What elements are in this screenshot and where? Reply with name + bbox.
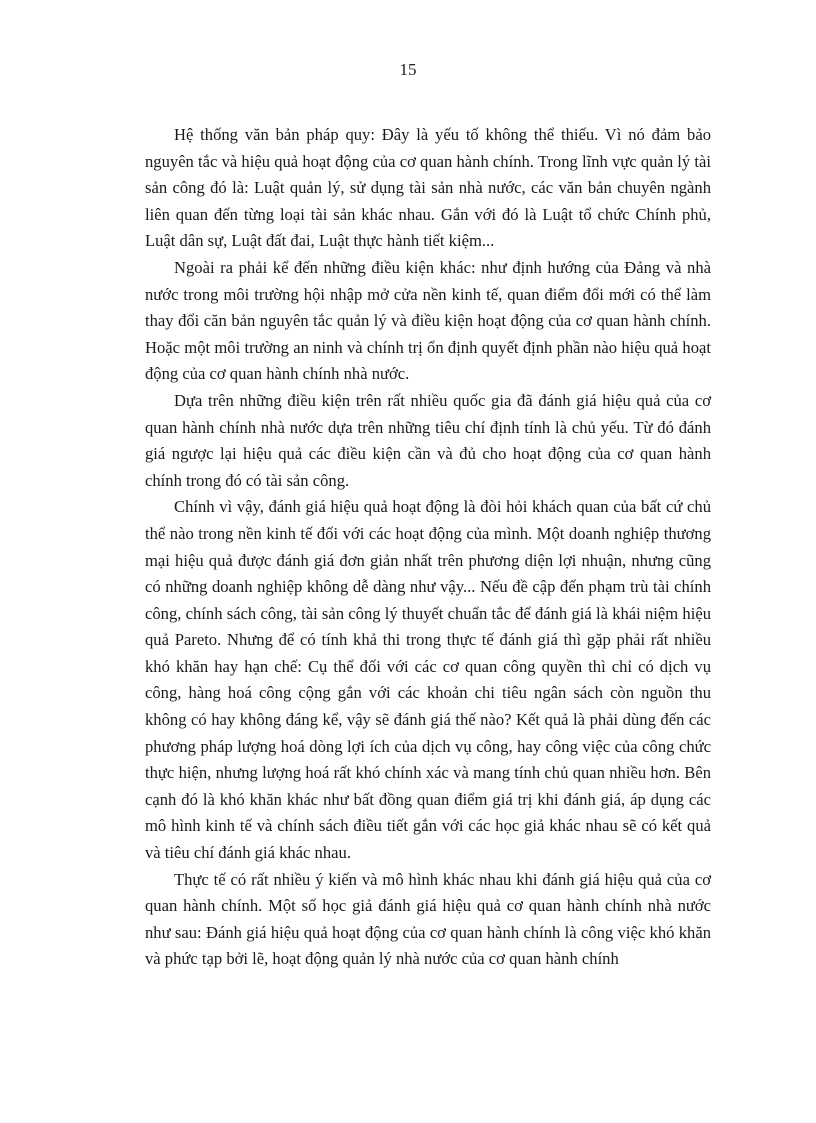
document-body	[145, 122, 711, 973]
page-number: 15	[399, 60, 417, 79]
paragraph: Hệ thống văn bản pháp quy: Đây là yếu tố không thể thiếu. Vì nó đảm bảo nguyên tắc và hiệu quả hoạt động của cơ quan hành chính. Trong lĩnh vực quản lý tài sản công đó là: Luật quản lý, sử dụng tài sản nhà nước, các văn bản chuyên ngành liên quan đến từng loại tài sản khác nhau. Gắn với đó là Luật tổ chức Chính phủ, Luật dân sự, Luật đất đai, Luật thực hành tiết kiệm...	[145, 125, 711, 251]
paragraph: Dựa trên những điều kiện trên rất nhiều quốc gia đã đánh giá hiệu quả của cơ quan hành chính nhà nước dựa trên những tiêu chí định tính là chủ yếu. Từ đó đánh giá ngược lại hiệu quả các điều kiện cần và đủ cho hoạt động của cơ quan hành chính trong đó có tài sản công.	[145, 390, 711, 490]
paragraph: Ngoài ra phải kể đến những điều kiện khác: như định hướng của Đảng và nhà nước trong môi trường hội nhập mở cửa nền kinh tế, quan điểm đổi mới có thể làm thay đổi căn bản nguyên tắc quản lý và điều kiện hoạt động của cơ quan hành chính. Hoặc một môi trường an ninh và chính trị ổn định quyết định phần nào hiệu quả hoạt động của cơ quan hành chính nhà nước.	[145, 257, 711, 384]
paragraph: Chính vì vậy, đánh giá hiệu quả hoạt động là đòi hỏi khách quan của bất cứ chủ thể nào trong nền kinh tế đối với các hoạt động của mình. Một doanh nghiệp thương mại hiệu quả được đánh giá đơn giản nhất trên phương diện lợi nhuận, nhưng cũng có những doanh nghiệp không dễ dàng như vậy... Nếu đề cập đến phạm trù tài chính công, chính sách công, tài sản công lý thuyết chuẩn tắc để đánh giá là khái niệm hiệu quả Pareto. Nhưng để có tính khả thi trong thực tế đánh giá thì gặp phải rất nhiều khó khăn hay hạn chế: Cụ thể đối với các cơ quan công quyền thì chỉ có dịch vụ công, hàng hoá công cộng gắn với các khoản chi tiêu ngân sách còn nguồn thu không có hay không đáng kể, vậy sẽ đánh giá thế nào? Kết quả là phải dùng đến các phương pháp lượng hoá dòng lợi ích của dịch vụ công, hay công việc của công chức thực hiện, nhưng lượng hoá rất khó chính xác và mang tính chủ quan nhiều hơn. Bên cạnh đó là khó khăn khác như bất đồng quan điểm giá trị khi đánh giá, áp dụng các mô hình kinh tế và chính sách điều tiết gắn với các học giả khác nhau sẽ có kết quả và tiêu chí đánh giá khác nhau.	[145, 497, 711, 863]
paragraph: Thực tế có rất nhiều ý kiến và mô hình khác nhau khi đánh giá hiệu quả của cơ quan hành chính. Một số học giả đánh giá hiệu quả cơ quan hành chính nhà nước như sau: Đánh giá hiệu quả hoạt động của cơ quan hành chính là công việc khó khăn và phức tạp bởi lẽ, hoạt động quản lý nhà nước của cơ quan hành chính	[145, 869, 711, 969]
